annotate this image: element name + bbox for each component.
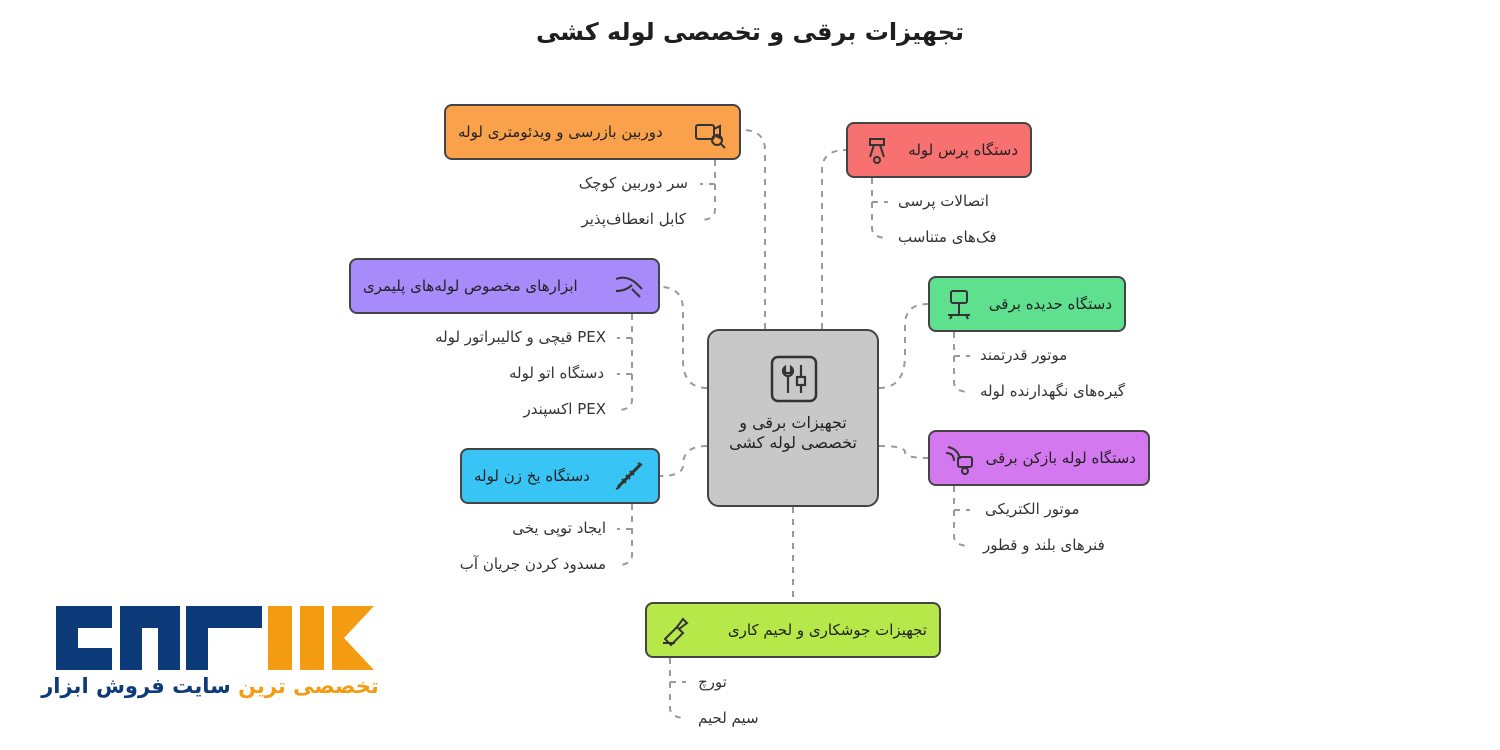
connector-press-items	[872, 178, 888, 238]
pex-item-2: دستگاه اتو لوله	[508, 364, 604, 382]
logo-tagline-part2: سایت فروش ابزار	[41, 674, 231, 698]
node-label: دوربین بازرسی و ویدئومتری لوله	[458, 123, 663, 141]
freeze-item-1: ایجاد توپی یخی	[512, 519, 606, 537]
node-label: تجهیزات جوشکاری و لحیم کاری	[727, 621, 927, 639]
node-inspection-camera	[444, 104, 741, 160]
camera-item-2: کابل انعطاف‌پذیر	[581, 210, 686, 228]
drain-item-1: موتور الکتریکی	[985, 500, 1080, 518]
pex-item-3: PEX اکسپندر	[523, 400, 606, 418]
logo-tagline	[40, 674, 380, 698]
threader-item-2: گیره‌های نگهدارنده لوله	[980, 382, 1126, 400]
connector-freeze-items	[617, 504, 632, 565]
connector-welding-items	[670, 658, 686, 718]
node-label: دستگاه یخ زن لوله	[474, 467, 590, 485]
node-label: دستگاه حدیده برقی	[988, 295, 1112, 313]
node-electric-drain-cleaner	[928, 430, 1150, 486]
node-pipe-freezer	[460, 448, 660, 504]
welding-item-1: تورچ	[698, 673, 727, 691]
connector-drain-items	[954, 486, 970, 546]
center-node	[707, 329, 879, 507]
node-label: دستگاه لوله بازکن برقی	[985, 449, 1136, 467]
connector-center-freeze	[660, 446, 707, 476]
camera-item-1: سر دوربین کوچک	[578, 174, 688, 192]
node-polymer-pipe-tools	[349, 258, 660, 314]
tools-icon	[770, 355, 818, 403]
connector-center-threader	[879, 304, 928, 388]
node-press-tool	[846, 122, 1032, 178]
freeze-pipe-icon	[612, 459, 646, 493]
connector-center-camera	[742, 130, 765, 329]
node-label: دستگاه پرس لوله	[908, 141, 1018, 159]
drain-item-2: فنرهای بلند و قطور	[983, 536, 1105, 554]
press-tool-icon	[860, 133, 894, 167]
welding-icon	[659, 613, 693, 647]
threader-icon	[942, 287, 976, 321]
pipe-cutter-icon	[612, 269, 646, 303]
press-item-2: فک‌های متناسب	[898, 228, 997, 246]
connector-pex-items	[617, 314, 632, 410]
node-label: ابزارهای مخصوص لوله‌های پلیمری	[363, 277, 578, 295]
logo-tagline-part1: تخصصی ترین	[238, 674, 379, 698]
connector-center-pex	[660, 287, 707, 388]
connector-camera-items	[700, 160, 715, 220]
drain-cleaner-icon	[942, 441, 976, 475]
connector-threader-items	[954, 332, 970, 392]
pex-item-1: PEX قیچی و کالیبراتور لوله	[435, 328, 606, 346]
diagram-title: تجهیزات برقی و تخصصی لوله کشی	[535, 18, 965, 46]
connector-center-press	[822, 150, 846, 329]
welding-item-2: سیم لحیم	[698, 709, 759, 727]
freeze-item-2: مسدود کردن جریان آب	[459, 555, 606, 573]
connector-center-drain	[879, 446, 928, 458]
press-item-1: اتصالات پرسی	[898, 192, 989, 210]
inspection-camera-icon	[693, 115, 727, 149]
threader-item-1: موتور قدرتمند	[980, 346, 1068, 364]
node-electric-threader	[928, 276, 1126, 332]
node-welding-soldering	[645, 602, 941, 658]
center-label: تجهیزات برقی و تخصصی لوله کشی	[729, 413, 857, 452]
